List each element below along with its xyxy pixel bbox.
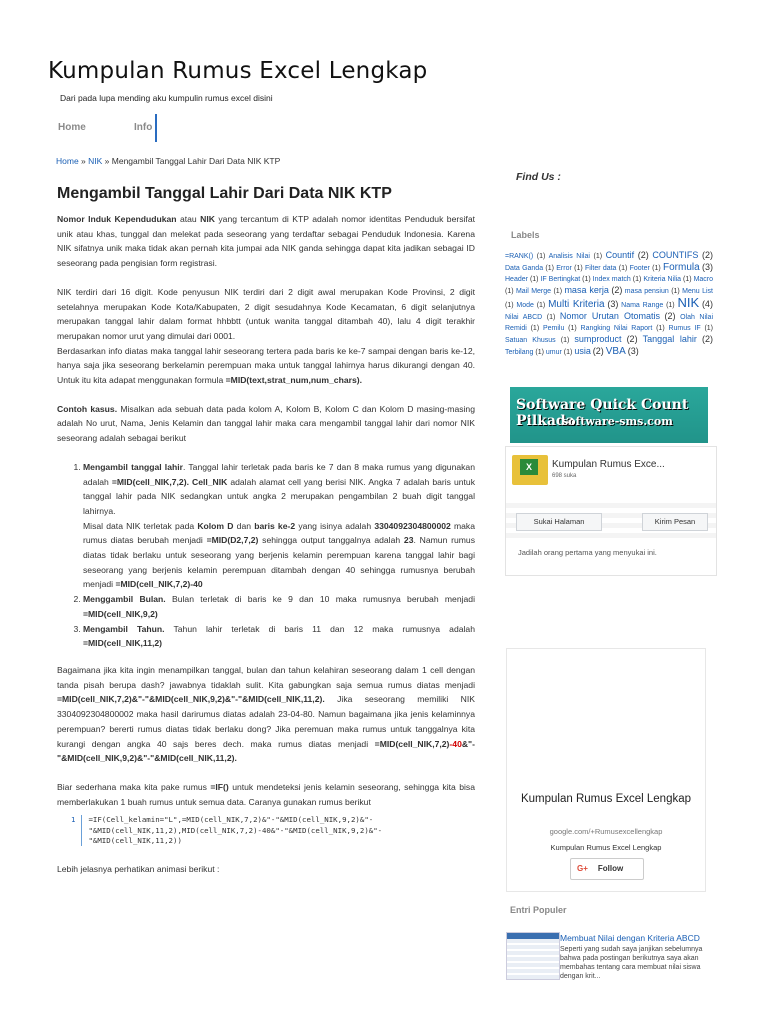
bold-text: Cell_NIK: [188, 476, 228, 487]
text: Bagaimana jika kita ingin menampilkan tanggal, bulan dan tahun kelahiran seseorang dalam 1 cell dengan tanda pisah berupa dash? jawabnya tidaklah sulit. Kita gabungkan saja semua rumus diatas menjadi: [57, 664, 475, 690]
label-count: (2): [701, 334, 713, 344]
bold-text: Mengambil Tahun.: [83, 623, 165, 634]
text: NIK terdiri dari 16 digit. Kode penyusun NIK terdiri dari 2 digit awal merupakan Kode Provinsi, 2 digit setelahnya merupakan Kode Kota/Kabupaten, 2 digit sesudahnya Kode Kecamatan, 6 digit selanjutnya merupakan tanggal lahir dalam format hhbbtt (untuk wanita tanggal ditambah 40), lalu 4 digit terakhir merupakan nomor urut yang dimulai dari 0001.: [57, 286, 475, 341]
formula-text: =MID(cell_NIK,7,2)&"-"&MID(cell_NIK,9,2)&"-"&MID(cell_NIK,11,2).: [57, 694, 325, 705]
label-link[interactable]: Satuan Khusus: [505, 337, 556, 344]
bold-text: 3304092304800002: [374, 520, 451, 531]
post-body: [57, 212, 475, 891]
text: yang tercantum di KTP adalah nomor identitas Penduduk bersifat unik atau khas, tunggal dan melekat pada seseorang yang terdaftar sebagai Penduduk Indonesia. Karena NIK sifatnya unik maka tidak akan pernah kita jumpai ada NIK ganda sehingga dapat kita jadikan sebagai ID seseorang pada pengisian form registrasi.: [57, 214, 475, 269]
label-link[interactable]: VBA: [605, 346, 626, 357]
fb-page-name[interactable]: Kumpulan Rumus Exce...: [552, 459, 665, 470]
paragraph: [57, 862, 475, 877]
label-count: (1): [582, 276, 591, 283]
bold-text: baris ke-2: [254, 520, 296, 531]
fb-like-count: 698 suka: [552, 473, 577, 479]
text: Jika seseorang memiliki NIK 3304092304800002 maka hasil darirumus diatas adalah 23-04-80. Namun bagaimana jika jenis kelaminnya perempuan? bererti rumus diatas tidak berlaku dong? Jika peremuan maka rumus untuk tanggalnya kita kurangi dengan angka 40 sajs beres dech. maka rumus diatas menjadi: [57, 694, 475, 749]
label-count: (1): [536, 253, 546, 260]
label-link[interactable]: masa pensiun: [624, 288, 669, 295]
label-link[interactable]: Rangking Nilai Raport: [580, 325, 653, 332]
text: yang isinya adalah: [295, 520, 375, 531]
paragraph: [57, 344, 475, 388]
label-link[interactable]: COUNTIFS: [652, 250, 699, 260]
label-count: (1): [545, 265, 554, 272]
page-logo[interactable]: [512, 455, 548, 485]
text: atau: [176, 214, 201, 224]
breadcrumb-current: Mengambil Tanggal Lahir Dari Data NIK KTP: [111, 156, 281, 166]
text: Misal data NIK terletak pada: [83, 520, 198, 531]
breadcrumb-nik[interactable]: NIK: [88, 156, 103, 166]
label-count: (1): [574, 265, 583, 272]
popular-post-snippet: Seperti yang sudah saya janjikan sebelumnya bahwa pada postingan berikutnya saya akan membahas tentang cara membuat nilai siswa dengan krit...: [560, 946, 703, 980]
code-line: =IF(Cell_kelamin="L",=MID(cell_NIK,7,2)&"-"&MID(cell_NIK,9,2)&"-: [88, 815, 374, 825]
send-message-button[interactable]: Kirim Pesan: [642, 513, 708, 531]
labels-heading: Labels: [511, 230, 540, 240]
label-count: (3): [702, 262, 713, 272]
label-count: (1): [652, 265, 661, 272]
excel-icon: X: [520, 459, 538, 475]
bold-text: Kolom D: [197, 520, 234, 531]
formula-text: =MID(cell_NIK,11,2): [83, 638, 163, 649]
bold-text: Menggambil Bulan.: [83, 594, 166, 605]
follow-label: Follow: [597, 864, 624, 873]
text: sehingga output tanggalnya adalah: [258, 535, 404, 546]
gplus-follow-button[interactable]: [570, 858, 644, 880]
formula-text: =MID(cell_NIK,7,2): [374, 738, 450, 749]
facebook-page-widget: [505, 446, 717, 576]
label-link[interactable]: Data Ganda: [505, 265, 544, 272]
formula-text: =MID(D2,7,2): [206, 535, 259, 546]
breadcrumb-home[interactable]: Home: [56, 156, 79, 166]
code-line-number: 1: [71, 815, 82, 846]
bold-text: Mengambil tanggal lahir: [83, 461, 183, 472]
label-count: (1): [553, 288, 563, 295]
paragraph: [57, 780, 475, 809]
text: untuk mendeteksi jenis kelamin seseorang, sehingga kita bisa memberlakukan 1 buah rumus untuk semua data. Caranya gunakan rumus berikut: [57, 781, 475, 807]
text: . Tanggal lahir terletak pada baris ke 7 dan 8 maka rumus yang digunakan adalah: [83, 461, 475, 487]
label-link[interactable]: Nama Range: [621, 302, 664, 309]
find-us-heading: Find Us :: [516, 171, 561, 183]
highlight-text: -40: [449, 738, 462, 749]
bold-text: 23: [403, 535, 414, 546]
label-count: (2): [664, 311, 676, 321]
label-link[interactable]: Multi Kriteria: [548, 299, 605, 310]
label-count: (1): [632, 276, 642, 283]
label-link[interactable]: umur: [545, 349, 562, 356]
label-count: (1): [560, 337, 570, 344]
label-link[interactable]: Mail Merge: [515, 288, 552, 295]
label-count: (1): [671, 288, 680, 295]
nav-divider: [155, 114, 157, 142]
text: Biar sederhana maka kita pake rumus: [57, 781, 211, 792]
formula-text: =MID(cell_NIK,7,2).: [111, 476, 189, 487]
formula-text: &"-"&MID(cell_NIK,9,2)&"-"&MID(cell_NIK,11,2).: [57, 738, 475, 764]
label-link[interactable]: Tanggal lahir: [642, 334, 697, 344]
google-plus-badge: [506, 648, 706, 892]
label-count: (2): [592, 346, 604, 356]
label-count: (2): [626, 334, 638, 344]
formula-text: =IF(): [210, 781, 229, 792]
popular-post-link[interactable]: Membuat Nilai dengan Kriteria ABCD: [560, 933, 700, 943]
popular-post-thumbnail[interactable]: [506, 932, 560, 980]
label-count: (1): [656, 325, 665, 332]
top-nav: [48, 114, 468, 144]
formula-text: =MID(text,strat_num,num_chars).: [225, 375, 362, 386]
breadcrumb-sep: »: [102, 156, 112, 166]
list-item: [83, 592, 475, 621]
label-link[interactable]: Mode: [516, 302, 534, 309]
label-count: (1): [505, 288, 514, 295]
label-count: (1): [683, 276, 692, 283]
list-item: [83, 622, 475, 651]
bold-text: NIK: [200, 214, 215, 224]
label-count: (1): [704, 325, 713, 332]
like-page-button[interactable]: Sukai Halaman: [516, 513, 602, 531]
label-link[interactable]: Pemilu: [542, 325, 565, 332]
label-link[interactable]: usia: [574, 346, 591, 356]
label-count: (1): [618, 265, 628, 272]
text: Lebih jelasnya perhatikan animasi berikut :: [57, 863, 220, 874]
ad-banner[interactable]: [510, 387, 708, 443]
gplus-url[interactable]: google.com/+Rumusexcellengkap: [549, 827, 663, 836]
label-count: (1): [535, 349, 544, 356]
text: Berdasarkan info diatas maka tanggal lahir seseorang tertera pada baris ke ke-7 sampai dengan baris ke-12, hanya saja jika seseorang berkelamin perempuan maka untuk tanggal lahirnya harus dikurangi dengan 40. Untuk itu kita adapat menggunakan formula: [57, 345, 475, 386]
label-link[interactable]: Error: [556, 265, 572, 272]
text: Misalkan ada sebuah data pada kolom A, Kolom B, Kolom C dan Kolom D masing-masing adalah No urut, Nama, Jenis Kelamin dan tanggal lahir maka cara mengambil tanggal lahir dari nomor NIK seseorang adalah sebagai berikut: [57, 403, 475, 444]
formula-text: =MID(cell_NIK,9,2): [83, 608, 158, 619]
label-link[interactable]: Nilai ABCD: [505, 314, 543, 321]
text: dan: [233, 520, 255, 531]
label-count: (2): [701, 250, 713, 260]
label-link[interactable]: Formula: [663, 262, 700, 273]
code-content: [88, 815, 382, 846]
label-link[interactable]: masa kerja: [564, 285, 609, 295]
label-count: (1): [593, 253, 603, 260]
paragraph: [57, 285, 475, 344]
site-title[interactable]: Kumpulan Rumus Excel Lengkap: [48, 58, 428, 84]
label-count: (1): [546, 314, 556, 321]
label-link[interactable]: Index match: [592, 276, 631, 283]
nav-home[interactable]: Home: [58, 122, 86, 133]
label-link[interactable]: Kriteria Nilia: [643, 276, 682, 283]
label-count: (2): [611, 285, 623, 295]
label-link[interactable]: sumproduct: [574, 334, 622, 344]
label-link[interactable]: IF Bertingkat: [540, 276, 581, 283]
label-link[interactable]: Nomor Urutan Otomatis: [559, 311, 661, 321]
labels-cloud: [505, 250, 713, 358]
label-count: (1): [530, 325, 540, 332]
text: Bulan terletak di baris ke 9 dan 10 maka rumusnya berubah menjadi: [165, 594, 475, 605]
text: Tahun lahir terletak di baris 11 dan 12 maka rumusnya adalah: [164, 623, 475, 634]
label-link[interactable]: Header: [505, 276, 528, 283]
steps-list: [57, 460, 475, 651]
gplus-description: Kumpulan Rumus Excel Lengkap: [550, 843, 662, 852]
text: maka rumus diatas berubah menjadi: [83, 520, 475, 546]
banner-title: Software Quick Count Pilkada: [516, 397, 689, 429]
gplus-page-name[interactable]: Kumpulan Rumus Excel Lengkap: [520, 793, 692, 805]
code-block[interactable]: [71, 815, 475, 846]
label-count: (1): [529, 276, 539, 283]
label-link[interactable]: Terbilang: [505, 349, 534, 356]
label-link[interactable]: NIK: [677, 295, 700, 310]
banner-url: software-sms.com: [562, 415, 673, 428]
paragraph: [57, 212, 475, 271]
paragraph: [57, 663, 475, 766]
label-link[interactable]: Menu List: [682, 288, 713, 295]
label-count: (1): [505, 302, 514, 309]
label-count: (4): [701, 299, 713, 309]
label-count: (1): [568, 325, 577, 332]
bold-text: Nomor Induk Kependudukan: [57, 214, 177, 224]
label-link[interactable]: =RANK(): [505, 253, 534, 260]
label-link[interactable]: Macro: [693, 276, 714, 283]
breadcrumb: [56, 156, 280, 166]
bold-text: Contoh kasus.: [57, 403, 118, 414]
label-count: (2): [637, 250, 649, 260]
label-link[interactable]: Filter data: [584, 265, 617, 272]
list-item: [83, 460, 475, 592]
formula-text: =MID(cell_NIK,7,2)-40: [115, 579, 203, 590]
text: . Namun rumus diatas tidak berlaku untuk seseorang yang berjenis kelamin perempuan karena tanggal lahir bagi seseorang yang berjenis kelamin perempuan ditambah dengan 40 sehingga rumusnya berubah menjadi: [83, 535, 476, 590]
label-link[interactable]: Footer: [629, 265, 650, 272]
label-count: (3): [607, 299, 619, 309]
breadcrumb-sep: »: [78, 156, 89, 166]
text: adalah alamat cell yang berisi NIK. Angka 7 adalah baris untuk tanggal lahir pada NIK sedangkan untuk angka 2 merupakan pengambilan 2 buah digit tanggal lahirnya.: [83, 476, 475, 516]
label-count: (3): [627, 346, 639, 356]
label-link[interactable]: Olah Nilai Remidi: [505, 314, 713, 332]
code-line: "&MID(cell_NIK,11,2),MID(cell_NIK,7,2)-40&"-"&MID(cell_NIK,9,2)&"-: [88, 825, 383, 835]
label-link[interactable]: Countif: [605, 250, 635, 260]
thumbnail-header: [507, 933, 559, 939]
code-line: "&MID(cell_NIK,11,2)): [88, 835, 182, 845]
label-link[interactable]: Analisis Nilai: [548, 253, 590, 260]
nav-info[interactable]: Info: [134, 122, 153, 133]
fb-note: Jadilah orang pertama yang menyukai ini.: [518, 548, 657, 557]
label-count: (1): [666, 302, 675, 309]
label-count: (1): [563, 349, 573, 356]
post-title: Mengambil Tanggal Lahir Dari Data NIK KTP: [57, 185, 392, 202]
paragraph: [57, 402, 475, 446]
popular-posts-heading: Entri Populer: [510, 905, 567, 915]
google-plus-icon: G+: [577, 864, 588, 873]
label-count: (1): [536, 302, 546, 309]
site-tagline: Dari pada lupa mending aku kumpulin rumus excel disini: [60, 93, 273, 103]
label-link[interactable]: Rumus IF: [668, 325, 701, 332]
